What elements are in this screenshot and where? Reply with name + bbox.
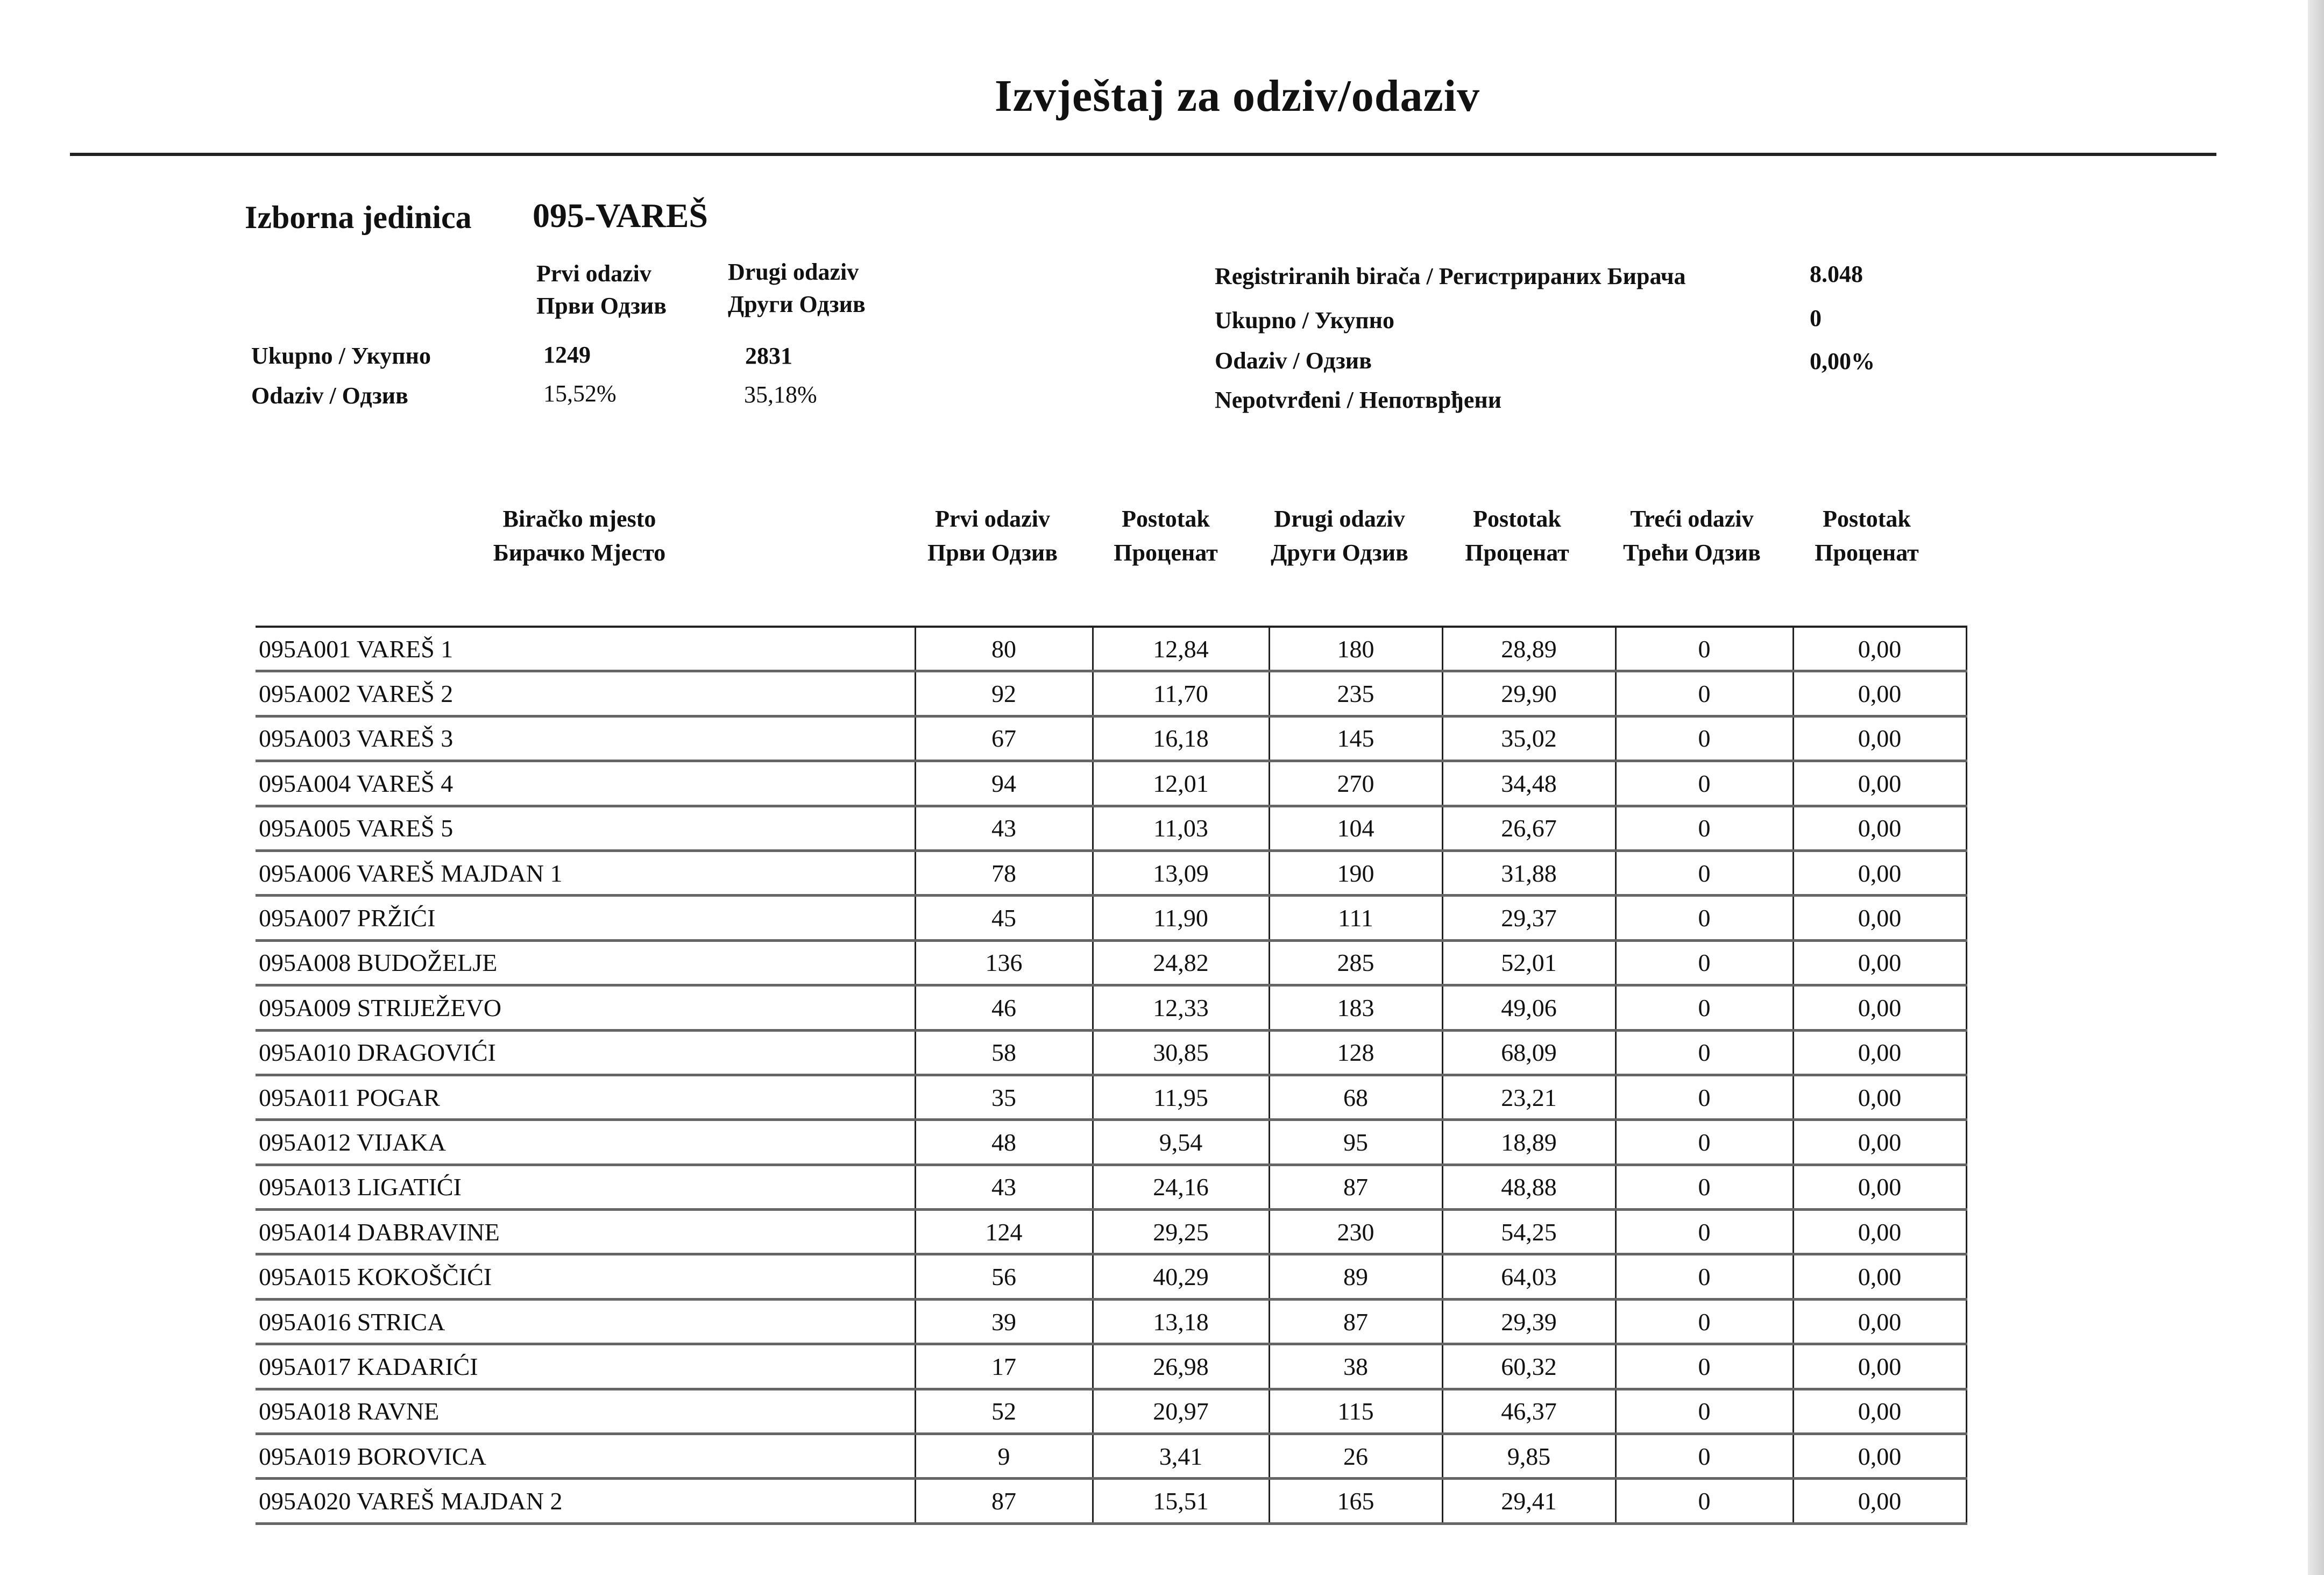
- summary-first-turnout: 15,52%: [543, 380, 617, 407]
- col-header-third-turnout-latin: Treći odaziv: [1630, 506, 1754, 532]
- second-percent-cell: 9,85: [1442, 1434, 1616, 1479]
- summary-turnout-label: Odaziv / Одзив: [251, 382, 408, 409]
- first-turnout-cell: 46: [915, 985, 1093, 1030]
- table-row: [256, 671, 1966, 716]
- page-edge-shadow: [2308, 0, 2324, 1575]
- first-turnout-cell: 87: [915, 1479, 1093, 1523]
- second-turnout-cell: 95: [1269, 1120, 1442, 1165]
- first-percent-cell: 30,85: [1093, 1030, 1269, 1075]
- second-turnout-cell: 128: [1269, 1030, 1442, 1075]
- col-header-third-turnout: [1614, 502, 1770, 570]
- col-header-first-percent-cyrillic: Проценат: [1114, 540, 1218, 566]
- second-percent-cell: 48,88: [1442, 1165, 1616, 1209]
- polling-station-cell: 095A001 VAREŠ 1: [256, 627, 915, 671]
- third-percent-cell: 0,00: [1793, 1030, 1966, 1075]
- second-percent-cell: 23,21: [1442, 1075, 1616, 1119]
- third-percent-cell: 0,00: [1793, 1344, 1966, 1389]
- table-row: [256, 1030, 1966, 1075]
- second-percent-cell: 29,90: [1442, 671, 1616, 716]
- polling-station-cell: 095A009 STRIJEŽEVO: [256, 985, 915, 1030]
- polling-station-cell: 095A007 PRŽIĆI: [256, 896, 915, 940]
- table-row: [256, 850, 1966, 895]
- first-turnout-cell: 48: [915, 1120, 1093, 1165]
- third-turnout-cell: 0: [1616, 1030, 1793, 1075]
- first-percent-cell: 12,01: [1093, 761, 1269, 806]
- table-row: [256, 1344, 1966, 1389]
- table-row: [256, 1210, 1966, 1254]
- third-turnout-cell: 0: [1616, 940, 1793, 985]
- first-turnout-cell: 43: [915, 1165, 1093, 1209]
- third-turnout-cell: 0: [1616, 1254, 1793, 1299]
- col-header-second-percent-latin: Postotak: [1473, 506, 1561, 532]
- polling-station-cell: 095A006 VAREŠ MAJDAN 1: [256, 850, 915, 895]
- first-turnout-cell: 78: [915, 850, 1093, 895]
- summary-first-total: 1249: [543, 342, 591, 368]
- polling-station-cell: 095A002 VAREŠ 2: [256, 671, 915, 716]
- first-turnout-cell: 45: [915, 896, 1093, 940]
- first-percent-cell: 3,41: [1093, 1434, 1269, 1479]
- results-table: [256, 626, 1967, 1525]
- col-header-first-percent: [1090, 502, 1241, 570]
- col-header-second-percent-cyrillic: Проценат: [1465, 540, 1569, 566]
- col-header-first-turnout: [915, 502, 1071, 570]
- second-turnout-cell: 115: [1269, 1389, 1442, 1434]
- third-percent-cell: 0,00: [1793, 1075, 1966, 1119]
- unit-value: 095-VAREŠ: [533, 196, 708, 235]
- first-percent-cell: 20,97: [1093, 1389, 1269, 1434]
- third-turnout-cell: 0: [1616, 1120, 1793, 1165]
- table-row: [256, 716, 1966, 761]
- summary-first-header-cyrillic: Први Одзив: [536, 293, 667, 319]
- third-percent-cell: 0,00: [1793, 1434, 1966, 1479]
- first-turnout-cell: 136: [915, 940, 1093, 985]
- second-turnout-cell: 285: [1269, 940, 1442, 985]
- polling-station-cell: 095A016 STRICA: [256, 1299, 915, 1344]
- second-turnout-cell: 145: [1269, 716, 1442, 761]
- second-percent-cell: 29,37: [1442, 896, 1616, 940]
- third-percent-cell: 0,00: [1793, 1479, 1966, 1523]
- col-header-second-turnout-cyrillic: Други Одзив: [1271, 540, 1408, 566]
- polling-station-cell: 095A010 DRAGOVIĆI: [256, 1030, 915, 1075]
- table-row: [256, 1120, 1966, 1165]
- first-turnout-cell: 43: [915, 806, 1093, 850]
- first-turnout-cell: 94: [915, 761, 1093, 806]
- first-percent-cell: 11,03: [1093, 806, 1269, 850]
- third-percent-cell: 0,00: [1793, 716, 1966, 761]
- third-turnout-cell: 0: [1616, 985, 1793, 1030]
- second-turnout-cell: 270: [1269, 761, 1442, 806]
- polling-station-cell: 095A012 VIJAKA: [256, 1120, 915, 1165]
- second-turnout-cell: 165: [1269, 1479, 1442, 1523]
- second-percent-cell: 29,39: [1442, 1299, 1616, 1344]
- first-percent-cell: 11,90: [1093, 896, 1269, 940]
- third-percent-cell: 0,00: [1793, 671, 1966, 716]
- col-header-first-turnout-cyrillic: Први Одзив: [927, 540, 1058, 566]
- second-turnout-cell: 235: [1269, 671, 1442, 716]
- first-turnout-cell: 124: [915, 1210, 1093, 1254]
- first-percent-cell: 12,84: [1093, 627, 1269, 671]
- polling-station-cell: 095A005 VAREŠ 5: [256, 806, 915, 850]
- table-row: [256, 940, 1966, 985]
- summary-second-header-cyrillic: Други Одзив: [728, 291, 866, 317]
- first-percent-cell: 12,33: [1093, 985, 1269, 1030]
- summary-second-total: 2831: [745, 343, 792, 369]
- third-turnout-cell: 0: [1616, 1479, 1793, 1523]
- third-turnout-cell: 0: [1616, 716, 1793, 761]
- second-percent-cell: 26,67: [1442, 806, 1616, 850]
- third-percent-cell: 0,00: [1793, 1165, 1966, 1209]
- third-percent-cell: 0,00: [1793, 806, 1966, 850]
- third-turnout-cell: 0: [1616, 761, 1793, 806]
- table-row: [256, 1254, 1966, 1299]
- third-turnout-cell: 0: [1616, 1210, 1793, 1254]
- polling-station-cell: 095A011 POGAR: [256, 1075, 915, 1119]
- second-percent-cell: 28,89: [1442, 627, 1616, 671]
- second-percent-cell: 60,32: [1442, 1344, 1616, 1389]
- first-percent-cell: 11,95: [1093, 1075, 1269, 1119]
- summary-first-header-latin: Prvi odaziv: [536, 260, 651, 287]
- third-percent-cell: 0,00: [1793, 1299, 1966, 1344]
- first-percent-cell: 26,98: [1093, 1344, 1269, 1389]
- table-row: [256, 1479, 1966, 1523]
- second-turnout-cell: 87: [1269, 1299, 1442, 1344]
- third-turnout-cell: 0: [1616, 1389, 1793, 1434]
- first-percent-cell: 15,51: [1093, 1479, 1269, 1523]
- third-turnout-cell: 0: [1616, 1165, 1793, 1209]
- third-percent-cell: 0,00: [1793, 627, 1966, 671]
- second-percent-cell: 35,02: [1442, 716, 1616, 761]
- registry-turnout-label: Odaziv / Одзив: [1215, 347, 1372, 374]
- second-percent-cell: 52,01: [1442, 940, 1616, 985]
- second-percent-cell: 68,09: [1442, 1030, 1616, 1075]
- first-turnout-cell: 56: [915, 1254, 1093, 1299]
- first-percent-cell: 24,82: [1093, 940, 1269, 985]
- first-turnout-cell: 17: [915, 1344, 1093, 1389]
- registered-voters-value: 8.048: [1810, 261, 1863, 287]
- third-turnout-cell: 0: [1616, 671, 1793, 716]
- summary-second-header-latin: Drugi odaziv: [728, 259, 859, 285]
- polling-station-cell: 095A013 LIGATIĆI: [256, 1165, 915, 1209]
- unconfirmed-label: Nepotvrđeni / Непотврђени: [1215, 387, 1502, 413]
- polling-station-cell: 095A015 KOKOŠČIĆI: [256, 1254, 915, 1299]
- table-row: [256, 1299, 1966, 1344]
- polling-station-cell: 095A008 BUDOŽELJE: [256, 940, 915, 985]
- table-row: [256, 1165, 1966, 1209]
- second-turnout-cell: 68: [1269, 1075, 1442, 1119]
- first-turnout-cell: 35: [915, 1075, 1093, 1119]
- first-percent-cell: 13,09: [1093, 850, 1269, 895]
- summary-second-turnout: 35,18%: [744, 381, 817, 408]
- third-turnout-cell: 0: [1616, 1344, 1793, 1389]
- second-turnout-cell: 180: [1269, 627, 1442, 671]
- first-turnout-cell: 52: [915, 1389, 1093, 1434]
- first-turnout-cell: 9: [915, 1434, 1093, 1479]
- second-percent-cell: 18,89: [1442, 1120, 1616, 1165]
- polling-station-cell: 095A017 KADARIĆI: [256, 1344, 915, 1389]
- col-header-first-percent-latin: Postotak: [1122, 506, 1210, 532]
- table-row: [256, 1075, 1966, 1119]
- title-divider: [70, 153, 2216, 156]
- second-percent-cell: 49,06: [1442, 985, 1616, 1030]
- second-turnout-cell: 190: [1269, 850, 1442, 895]
- table-row: [256, 806, 1966, 850]
- second-turnout-cell: 183: [1269, 985, 1442, 1030]
- registered-voters-label: Registriranih birača / Регистрираних Бирача: [1215, 263, 1686, 289]
- second-turnout-cell: 111: [1269, 896, 1442, 940]
- third-turnout-cell: 0: [1616, 896, 1793, 940]
- summary-total-label: Ukupno / Укупно: [251, 343, 431, 369]
- table-row: [256, 761, 1966, 806]
- third-turnout-cell: 0: [1616, 1299, 1793, 1344]
- second-percent-cell: 29,41: [1442, 1479, 1616, 1523]
- third-percent-cell: 0,00: [1793, 1254, 1966, 1299]
- second-turnout-cell: 104: [1269, 806, 1442, 850]
- unit-label: Izborna jedinica: [245, 200, 472, 235]
- first-percent-cell: 24,16: [1093, 1165, 1269, 1209]
- first-turnout-cell: 67: [915, 716, 1093, 761]
- second-turnout-cell: 87: [1269, 1165, 1442, 1209]
- polling-station-cell: 095A003 VAREŠ 3: [256, 716, 915, 761]
- third-turnout-cell: 0: [1616, 850, 1793, 895]
- third-percent-cell: 0,00: [1793, 896, 1966, 940]
- second-percent-cell: 64,03: [1442, 1254, 1616, 1299]
- second-percent-cell: 34,48: [1442, 761, 1616, 806]
- third-percent-cell: 0,00: [1793, 940, 1966, 985]
- third-turnout-cell: 0: [1616, 1075, 1793, 1119]
- report-title: Izvještaj za odziv/odaziv: [994, 71, 1480, 121]
- polling-station-cell: 095A020 VAREŠ MAJDAN 2: [256, 1479, 915, 1523]
- col-header-first-turnout-latin: Prvi odaziv: [935, 506, 1050, 532]
- col-header-second-turnout-latin: Drugi odaziv: [1274, 506, 1405, 532]
- table-row: [256, 896, 1966, 940]
- third-percent-cell: 0,00: [1793, 1210, 1966, 1254]
- first-percent-cell: 29,25: [1093, 1210, 1269, 1254]
- second-turnout-cell: 230: [1269, 1210, 1442, 1254]
- results-table-body: [256, 627, 1966, 1523]
- table-row: [256, 627, 1966, 671]
- first-percent-cell: 16,18: [1093, 716, 1269, 761]
- first-percent-cell: 11,70: [1093, 671, 1269, 716]
- first-turnout-cell: 80: [915, 627, 1093, 671]
- col-header-polling-station: [445, 502, 714, 570]
- col-header-polling-station-latin: Biračko mjesto: [502, 506, 656, 532]
- third-percent-cell: 0,00: [1793, 1120, 1966, 1165]
- second-turnout-cell: 89: [1269, 1254, 1442, 1299]
- second-percent-cell: 46,37: [1442, 1389, 1616, 1434]
- polling-station-cell: 095A004 VAREŠ 4: [256, 761, 915, 806]
- second-turnout-cell: 38: [1269, 1344, 1442, 1389]
- third-turnout-cell: 0: [1616, 806, 1793, 850]
- first-percent-cell: 13,18: [1093, 1299, 1269, 1344]
- first-percent-cell: 40,29: [1093, 1254, 1269, 1299]
- first-percent-cell: 9,54: [1093, 1120, 1269, 1165]
- registry-turnout-value: 0,00%: [1810, 348, 1875, 374]
- table-row: [256, 1434, 1966, 1479]
- polling-station-cell: 095A014 DABRAVINE: [256, 1210, 915, 1254]
- third-percent-cell: 0,00: [1793, 850, 1966, 895]
- registry-total-label: Ukupno / Укупно: [1215, 307, 1394, 334]
- col-header-third-turnout-cyrillic: Трећи Одзив: [1623, 540, 1761, 566]
- table-row: [256, 985, 1966, 1030]
- polling-station-cell: 095A018 RAVNE: [256, 1389, 915, 1434]
- col-header-second-percent: [1442, 502, 1592, 570]
- third-percent-cell: 0,00: [1793, 761, 1966, 806]
- second-percent-cell: 31,88: [1442, 850, 1616, 895]
- registry-total-value: 0: [1810, 305, 1822, 331]
- col-header-polling-station-cyrillic: Бирачко Мјесто: [493, 540, 666, 566]
- col-header-third-percent: [1791, 502, 1942, 570]
- third-percent-cell: 0,00: [1793, 985, 1966, 1030]
- first-turnout-cell: 58: [915, 1030, 1093, 1075]
- third-turnout-cell: 0: [1616, 627, 1793, 671]
- polling-station-cell: 095A019 BOROVICA: [256, 1434, 915, 1479]
- third-percent-cell: 0,00: [1793, 1389, 1966, 1434]
- col-header-third-percent-latin: Postotak: [1823, 506, 1911, 532]
- third-turnout-cell: 0: [1616, 1434, 1793, 1479]
- col-header-third-percent-cyrillic: Проценат: [1815, 540, 1919, 566]
- first-turnout-cell: 92: [915, 671, 1093, 716]
- second-turnout-cell: 26: [1269, 1434, 1442, 1479]
- table-row: [256, 1389, 1966, 1434]
- second-percent-cell: 54,25: [1442, 1210, 1616, 1254]
- first-turnout-cell: 39: [915, 1299, 1093, 1344]
- col-header-second-turnout: [1262, 502, 1418, 570]
